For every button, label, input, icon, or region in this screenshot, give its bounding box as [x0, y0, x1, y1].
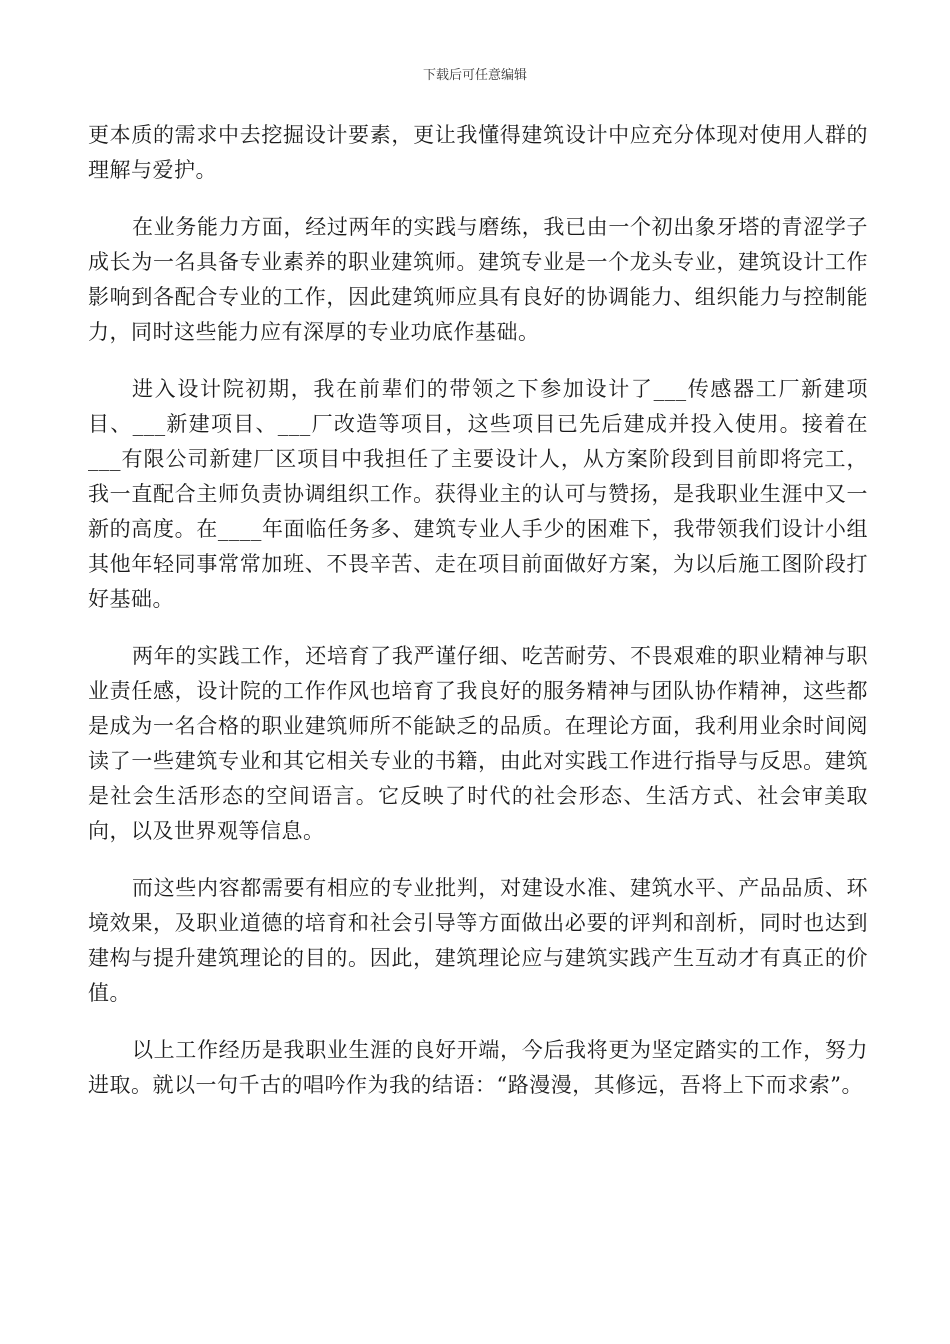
paragraph-projects: 进入设计院初期，我在前辈们的带领之下参加设计了___传感器工厂新建项目、___新建项目、___厂改造等项目，这些项目已先后建成并投入使用。接着在___有限公司新建厂区项目中我担任了主要设计人，从方案阶段到目前即将完工，我一直配合主师负责协调组织工作。获得业主的认可与赞扬，是我职业生涯中又一新的高度。在____年面临任务多、建筑专业人手少的困难下，我带领我们设计小组其他年轻同事常常加班、不畏辛苦、走在项目前面做好方案，为以后施工图阶段打好基础。 — [88, 377, 868, 611]
paragraph-critique: 而这些内容都需要有相应的专业批判，对建设水准、建筑水平、产品品质、环境效果，及职业道德的培育和社会引导等方面做出必要的评判和剖析，同时也达到建构与提升建筑理论的目的。因此，建筑理论应与建筑实践产生互动才有真正的价值。 — [88, 876, 868, 1005]
page-header: 下载后可任意编辑 — [422, 68, 527, 83]
paragraph-practice-theory: 两年的实践工作，还培育了我严谨仔细、吃苦耐劳、不畏艰难的职业精神与职业责任感，设计院的工作作风也培育了我良好的服务精神与团队协作精神，这些都是成为一名合格的职业建筑师所不能缺乏的品质。在理论方面，我利用业余时间阅读了一些建筑专业和其它相关专业的书籍，由此对实践工作进行指导与反思。建筑是社会生活形态的空间语言。它反映了时代的社会形态、生活方式、社会审美取向，以及世界观等信息。 — [88, 644, 868, 843]
document-body — [88, 118, 868, 1125]
paragraph-business-ability: 在业务能力方面，经过两年的实践与磨练，我已由一个初出象牙塔的青涩学子成长为一名具备专业素养的职业建筑师。建筑专业是一个龙头专业，建筑设计工作影响到各配合专业的工作，因此建筑师应具有良好的协调能力、组织能力与控制能力，同时这些能力应有深厚的专业功底作基础。 — [88, 215, 868, 344]
paragraph-continuation: 更本质的需求中去挖掘设计要素，更让我懂得建筑设计中应充分体现对使用人群的理解与爱护。 — [88, 123, 868, 182]
paragraph-conclusion: 以上工作经历是我职业生涯的良好开端，今后我将更为坚定踏实的工作，努力进取。就以一句千古的唱吟作为我的结语：“路漫漫，其修远，吾将上下而求索”。 — [88, 1038, 868, 1097]
